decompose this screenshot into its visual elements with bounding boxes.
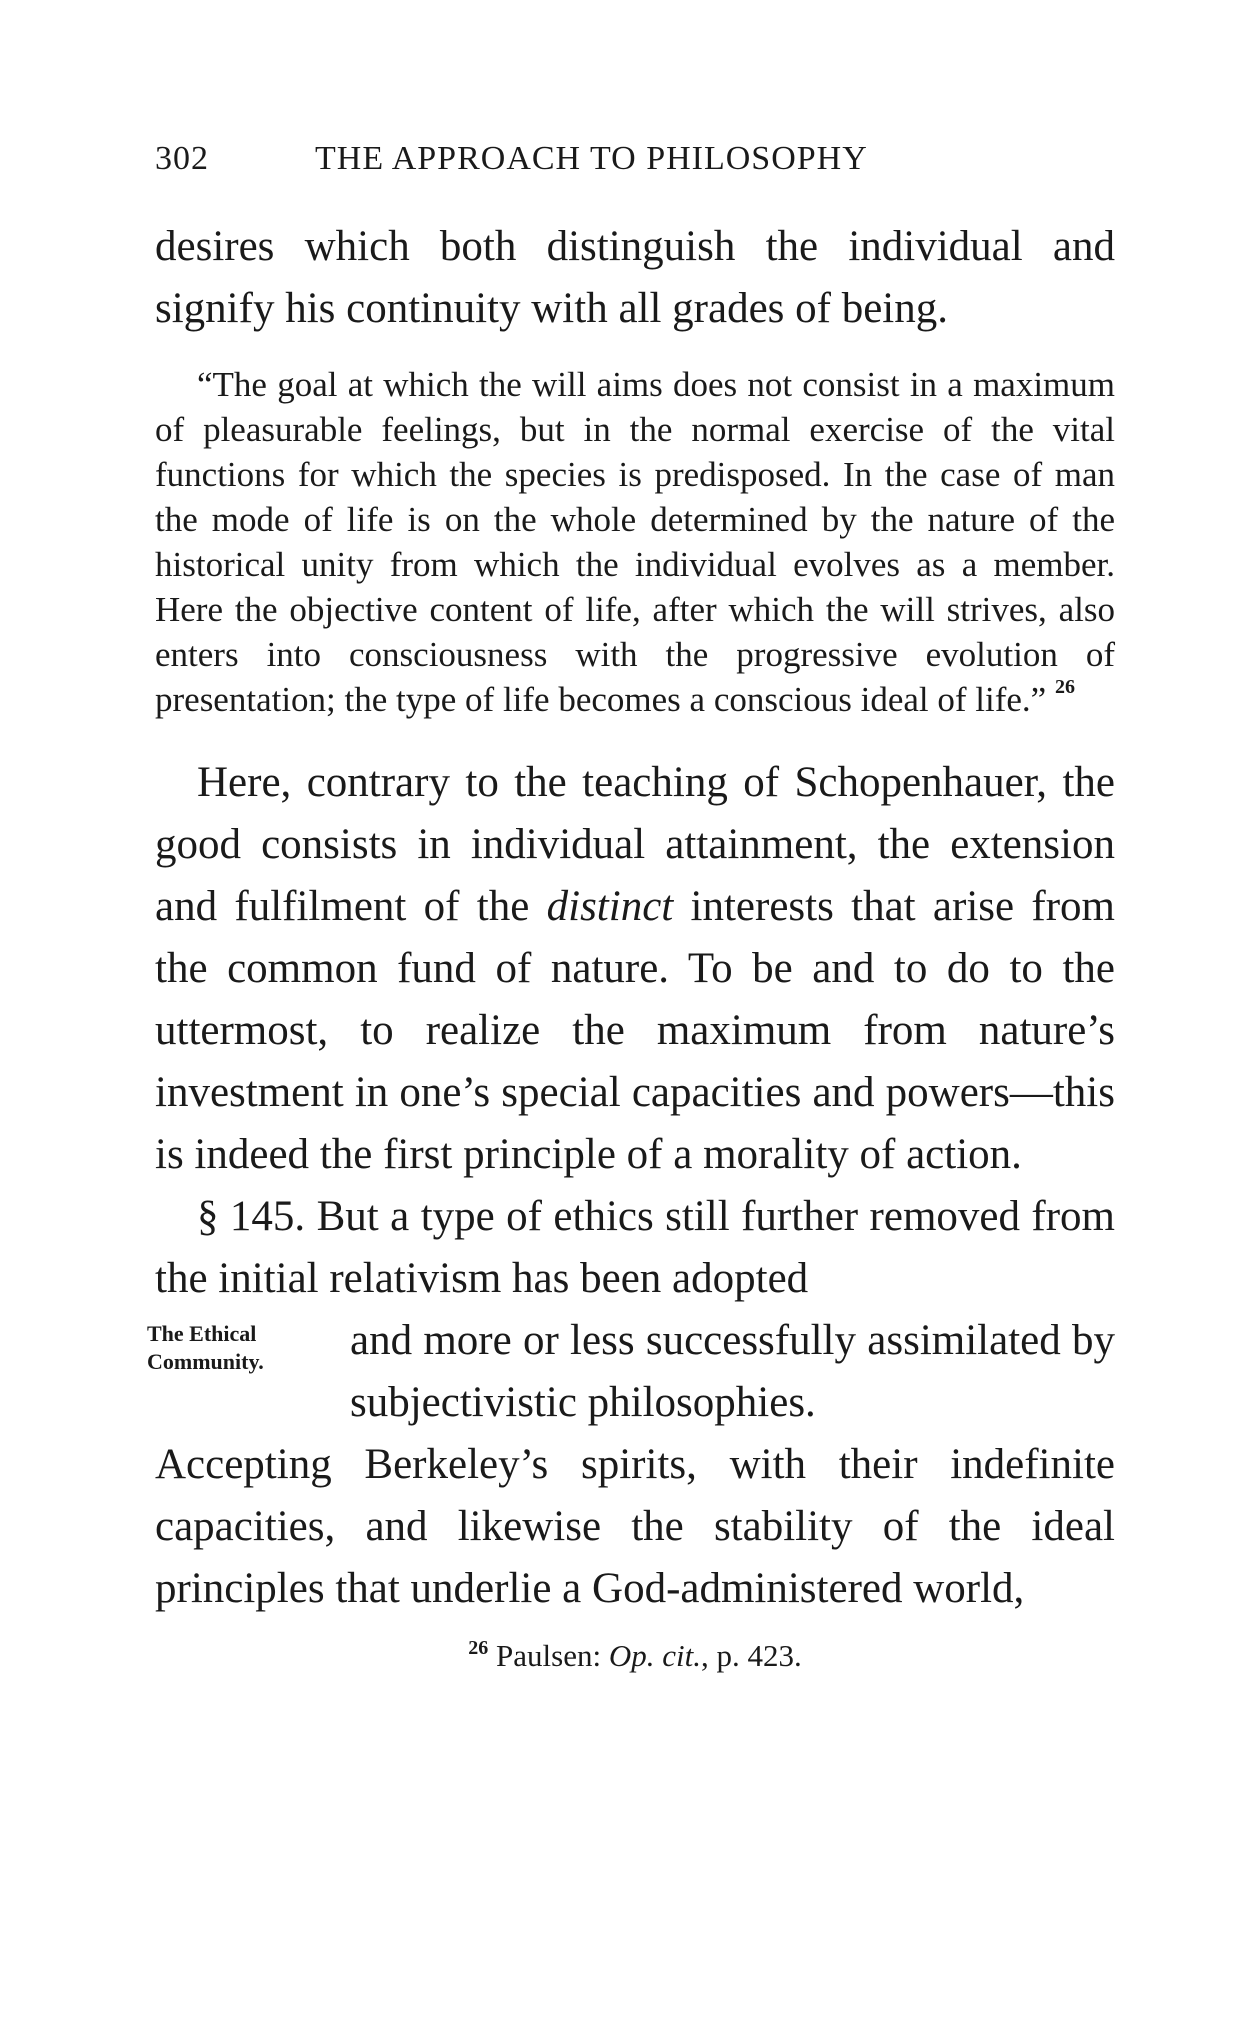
paragraph-section-145-closing: Accepting Berkeley’s spirits, with their indefinite capacities, and likewise the stability of the ideal principles that underlie a God-administered world,: [155, 1441, 1115, 1612]
running-title: THE APPROACH TO PHILOSOPHY: [315, 140, 868, 177]
block-quote: [155, 362, 1115, 722]
paragraph-section-145-opening: § 145. But a type of ethics still further removed from the initial relativism has been adopted: [155, 1193, 1115, 1302]
side-note: [147, 1320, 327, 1376]
footnote-author: Paulsen:: [496, 1638, 609, 1673]
page-number: 302: [155, 140, 209, 177]
marginal-note-block: [147, 1310, 1115, 1434]
side-note-line-2: Community.: [147, 1349, 264, 1374]
paragraph-schopenhauer: [155, 752, 1115, 1186]
emphasized-word: distinct: [546, 883, 674, 930]
footnote-reference: 26: [1054, 676, 1075, 698]
paragraph-continued: desires which both distinguish the individual and signify his continuity with all grades of being.: [155, 223, 1115, 332]
paragraph-text-after: interests that arise from the common fund of nature. To be and to do to the uttermost, to realize the maximum from nature’s investment in one’s special capacities and powers—this is indeed the first principle of a morality of action.: [155, 883, 1115, 1178]
footnote-page: , p. 423.: [700, 1638, 802, 1673]
quote-text: “The goal at which the will aims does not consist in a maximum of pleasurable feelings, but in the normal exercise of the vital functions for which the species is predisposed. In the case of man the mode of life is on the whole determined by the nature of the historical unity from which the individual evolves as a member. Here the objective content of life, after which the will strives, also enters into consciousness with the progressive evolution of presentation; the type of life becomes a conscious ideal of life.”: [155, 365, 1115, 719]
paragraph-text-before: Here, contrary to the teaching of Schopenhauer, the good consists in individual attainment, the extension and fulfilment of the: [155, 759, 1115, 930]
running-head: [155, 140, 1115, 190]
footnote-number: 26: [468, 1637, 489, 1659]
side-note-line-1: The Ethical: [147, 1321, 257, 1346]
footnote: [155, 1638, 1115, 1674]
footnote-title: Op. cit.: [608, 1638, 701, 1673]
book-page: [147, 140, 1115, 1674]
paragraph-section-145-marginal-lines: and more or less successfully assimilated by subjectivistic philosophies.: [350, 1317, 1115, 1426]
